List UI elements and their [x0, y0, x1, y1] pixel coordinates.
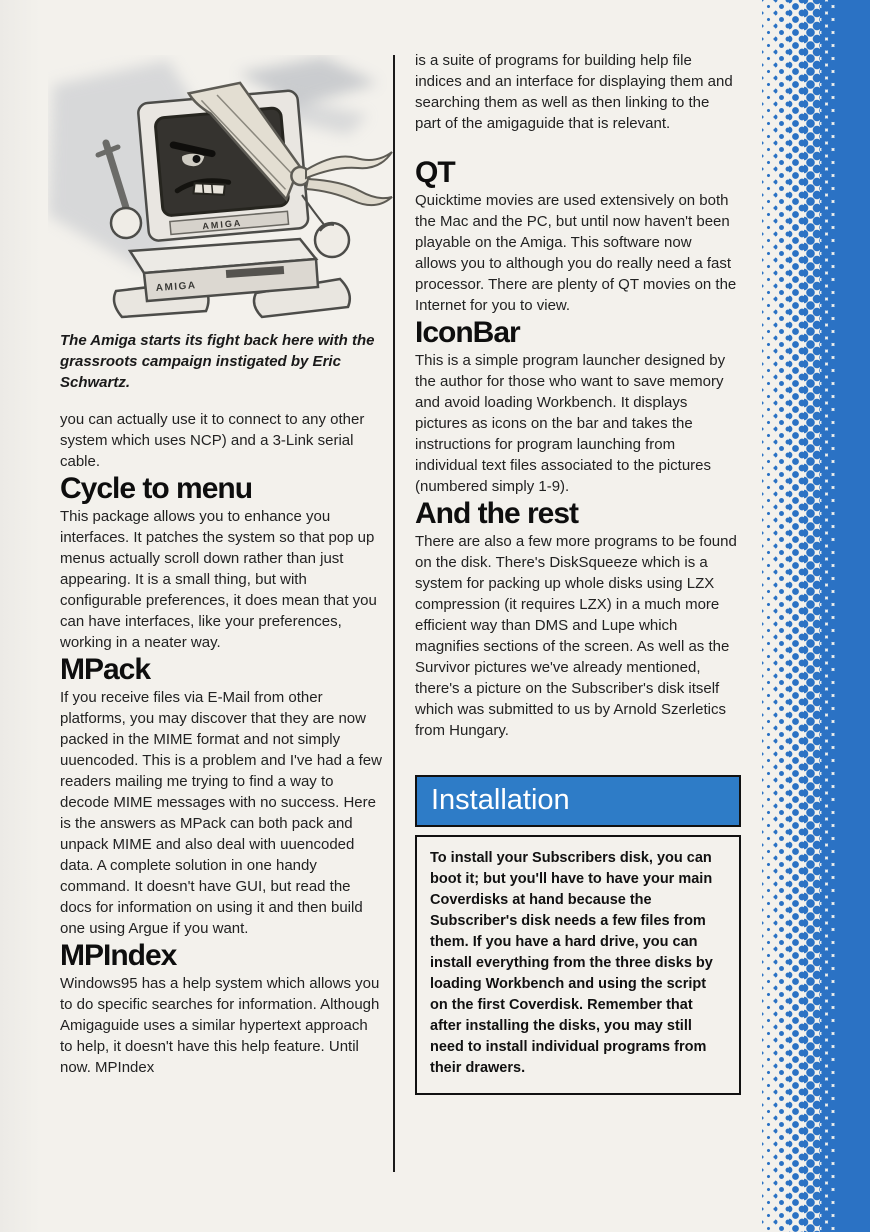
monitor-label: AMIGA — [201, 217, 243, 232]
illustration-caption: The Amiga starts its fight back here with the grassroots campaign instigated by Eric Schwartz. — [60, 332, 375, 391]
bandage-tail-upper — [306, 152, 392, 178]
mpindex-paragraph: Windows95 has a help system which allows you to do specific searches for information. Although Amigaguide uses a similar hypertext approach to help, it doesn't have this help feature. Until now. MPIndex — [60, 975, 380, 1076]
halftone-dots-small — [762, 0, 775, 1232]
amiga-illustration — [48, 55, 393, 320]
continuation-paragraph: is a suite of programs for building help file indices and an interface for displaying them and searching them as well as then linking to the part of the amigaguide that is relevant. — [415, 52, 733, 132]
halftone-edge-decoration — [762, 0, 870, 1232]
cycle-to-menu-paragraph: This package allows you to enhance you interfaces. It patches the system so that pop up menus actually scroll down rather than just appearing. It is a small thing, but with configurable preferences, it does mean that you can have interfaces, like your preferences, working in a neater way. — [60, 508, 377, 651]
right-column — [415, 50, 737, 1095]
column-divider-rule — [393, 55, 395, 1172]
qt-paragraph: Quicktime movies are used extensively on both the Mac and the PC, but until now haven't been playable on the Amiga. This software now allows you to although you do really need a fast processor. There are plenty of QT movies on the Internet for you to view. — [415, 192, 737, 314]
bandage-tail-lower — [306, 179, 392, 205]
installation-box-body — [415, 835, 741, 1095]
heading-qt: QT — [415, 156, 455, 189]
heading-and-the-rest: And the rest — [415, 497, 579, 530]
case-label: AMIGA — [155, 280, 197, 294]
left-column — [60, 55, 382, 1078]
installation-box-header: Installation — [415, 775, 741, 827]
right-fist — [315, 223, 349, 257]
halftone-dots-large — [820, 0, 837, 1232]
heading-mpindex: MPIndex — [60, 939, 177, 972]
iconbar-paragraph: This is a simple program launcher designed by the author for those who want to save memory and avoid loading Workbench. It displays pictures as icons on the bar and takes the instructions for program launching from individual text files associated to the pictures (numbered simply 1-9). — [415, 352, 726, 495]
left-fist — [111, 208, 141, 238]
heading-mpack: MPack — [60, 653, 151, 686]
halftone-dots — [775, 0, 789, 1232]
intro-paragraph: you can actually use it to connect to any other system which uses NCP) and a 3-Link serial cable. — [60, 411, 365, 470]
amiga-character-drawing — [48, 55, 393, 320]
halftone-dots — [789, 0, 804, 1232]
halftone-dots — [804, 0, 820, 1232]
mpack-paragraph: If you receive files via E-Mail from other platforms, you may discover that they are now packed in the MIME format and not simply uuencoded. This is a problem and I've had a few readers mailing me trying to find a way to decode MIME messages with no success. Here is the answers as MPack can both pack and unpack MIME and also deal with uuencoded data. A complete solution in one handy command. It doesn't have GUI, but read the docs for information on using it and then build one using Argue if you want. — [60, 689, 382, 937]
heading-iconbar: IconBar — [415, 316, 520, 349]
installation-instructions: To install your Subscribers disk, you can boot it; but you'll have to have your main Coverdisks at hand because the Subscriber's disk needs a few files from them. If you have a hard drive, you can install everything from the three disks by loading Workbench and using the script on the first Coverdisk. Remember that after installing the disks, you may still need to install individual programs from their drawers. — [430, 850, 713, 1076]
installation-box — [415, 775, 741, 1095]
amiga-monitor — [136, 78, 313, 242]
and-the-rest-paragraph: There are also a few more programs to be found on the disk. There's DiskSqueeze which is a system for packing up whole disks using LZX compression (it requires LZX) in a much more efficient way than DMS and Lupe which magnifies sections of the screen. As well as the Survivor pictures we've already mentioned, there's a picture on the Subscriber's disk itself which was submitted to us by Arnold Szerletics from Hungary. — [415, 533, 737, 739]
heading-cycle-to-menu: Cycle to menu — [60, 472, 253, 505]
halftone-solid-bar — [837, 0, 870, 1232]
